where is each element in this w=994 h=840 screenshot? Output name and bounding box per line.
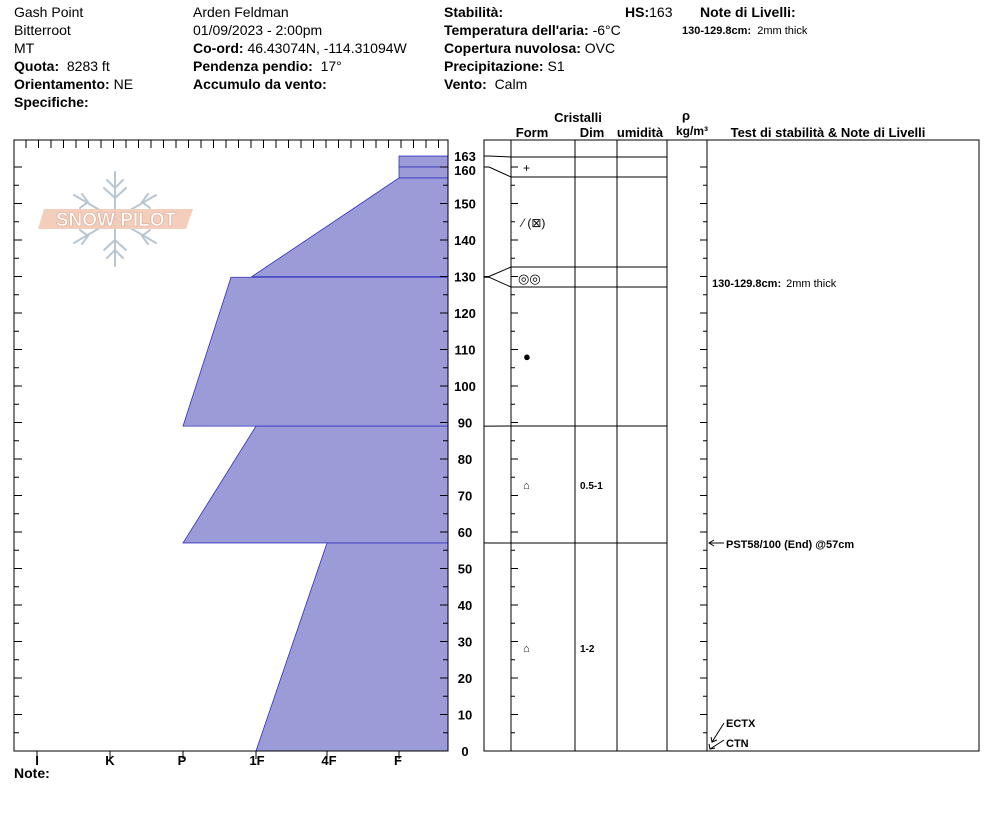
layer-note <box>712 278 837 290</box>
col-header-density-unit: kg/m³ <box>675 124 709 138</box>
precip-value: S1 <box>547 58 565 74</box>
wind-value: Calm <box>494 76 528 92</box>
cloud-value: OVC <box>584 40 616 56</box>
observation-datetime: 01/09/2023 - 2:00pm <box>193 22 323 38</box>
layer-connector <box>489 267 511 277</box>
snowpilot-logo-text: SNOW PILOT <box>55 210 177 231</box>
height-label: 130 <box>454 269 476 285</box>
location-name: Gash Point <box>14 4 84 20</box>
layer-connector <box>489 277 511 287</box>
hardness-layer-5 <box>183 426 448 543</box>
layer-form-symbol: + <box>523 161 531 175</box>
hardness-label-p: P <box>177 753 187 768</box>
hardness-label-i: I <box>35 753 39 768</box>
snowpilot-logo <box>38 172 193 266</box>
layer-notes-label: Note di Livelli: <box>700 4 796 20</box>
air-temp-value: -6°C <box>592 22 621 38</box>
height-label: 110 <box>454 342 476 358</box>
layer-form-symbol: ⌂ <box>523 643 530 655</box>
hardness-label-k: K <box>105 753 115 768</box>
aspect-label: Orientamento: <box>14 76 110 92</box>
height-scale <box>454 149 476 759</box>
hardness-label-1f: 1F <box>249 753 265 768</box>
height-label: 30 <box>457 634 473 650</box>
layer-note-label: 130-129.8cm: <box>712 278 782 290</box>
slope-label: Pendenza pendio: <box>193 58 313 74</box>
range-name: Bitterroot <box>14 22 71 38</box>
height-label: 150 <box>454 196 476 212</box>
stability-label: Stabilità: <box>444 4 504 20</box>
test-arrow-ectx <box>712 723 724 742</box>
layer-form-symbol: ⌂ <box>523 480 530 492</box>
col-header-tests: Test di stabilità & Note di Livelli <box>730 125 926 140</box>
hardness-label-4f: 4F <box>321 753 337 768</box>
height-label: 50 <box>457 561 473 577</box>
height-label: 100 <box>454 379 476 394</box>
precip-label: Precipitazione: <box>444 58 544 74</box>
layer-form-symbol: ⁄ (⊠) <box>522 216 546 230</box>
elevation-value: 8283 ft <box>66 58 110 74</box>
specifics-label: Specifiche: <box>14 94 89 110</box>
height-label: 40 <box>457 598 473 613</box>
hardness-layer-6 <box>256 543 448 751</box>
height-label: 70 <box>457 488 473 504</box>
state-name: MT <box>14 40 35 56</box>
hardness-layer-4 <box>183 277 448 426</box>
stability-test-ectx: ECTX <box>726 718 756 730</box>
height-label: 60 <box>457 525 473 540</box>
col-header-size: Dim <box>579 125 605 140</box>
layer-grain-size: 1-2 <box>580 644 595 655</box>
observer-name: Arden Feldman <box>193 4 289 20</box>
hardness-layer-1 <box>399 167 448 178</box>
wind-loading-label: Accumulo da vento: <box>193 76 327 92</box>
layer-grain-size: 0.5-1 <box>580 481 603 492</box>
slope-value: 17° <box>320 58 342 74</box>
height-label: 20 <box>457 671 473 686</box>
layer-table <box>484 140 979 751</box>
hs-value: 163 <box>649 4 673 20</box>
height-label: 10 <box>457 707 473 723</box>
col-header-crystals: Cristalli <box>554 110 602 125</box>
height-label: 120 <box>454 306 476 321</box>
layer-table-ticks <box>511 167 707 751</box>
wind-label: Vento: <box>444 76 487 92</box>
test-arrows <box>709 540 724 749</box>
air-temp-label: Temperatura dell'aria: <box>444 22 589 38</box>
col-header-density-symbol: ρ <box>681 108 691 123</box>
height-label: 80 <box>457 452 473 467</box>
stability-test-pst: PST58/100 (End) @57cm <box>726 539 855 551</box>
layer-connector <box>489 167 511 177</box>
height-label: 90 <box>457 415 473 431</box>
hs-label: HS: <box>625 4 650 20</box>
hardness-layer-0 <box>399 156 448 167</box>
height-label: 163 <box>454 149 476 165</box>
height-label: 140 <box>454 233 476 248</box>
hardness-layer-2 <box>252 178 448 277</box>
cloud-label: Copertura nuvolosa: <box>444 40 581 56</box>
height-label: 160 <box>454 163 476 178</box>
hardness-label-f: F <box>394 753 402 768</box>
header-layer-note-label: 130-129.8cm: <box>682 25 752 37</box>
layer-form-symbol: ● <box>523 349 531 364</box>
col-header-form: Form <box>515 125 549 140</box>
elevation-label: Quota: <box>14 58 60 74</box>
aspect-value: NE <box>113 76 134 92</box>
height-label: 0 <box>461 744 469 759</box>
coord-label: Co-ord: <box>193 40 244 56</box>
stability-test-ctn: CTN <box>726 738 749 750</box>
layer-note-text: 2mm thick <box>786 278 837 290</box>
layer-connector <box>489 156 511 157</box>
layer-form-symbol: ◎◎ <box>518 271 541 286</box>
header-layer-note-value: 2mm thick <box>757 25 808 37</box>
hardness-profile <box>183 156 448 751</box>
layer-table-frame <box>484 140 979 751</box>
note-label: Note: <box>14 765 50 781</box>
coord-value: 46.43074N, -114.31094W <box>247 40 407 56</box>
col-header-wetness: umidità <box>616 125 664 140</box>
